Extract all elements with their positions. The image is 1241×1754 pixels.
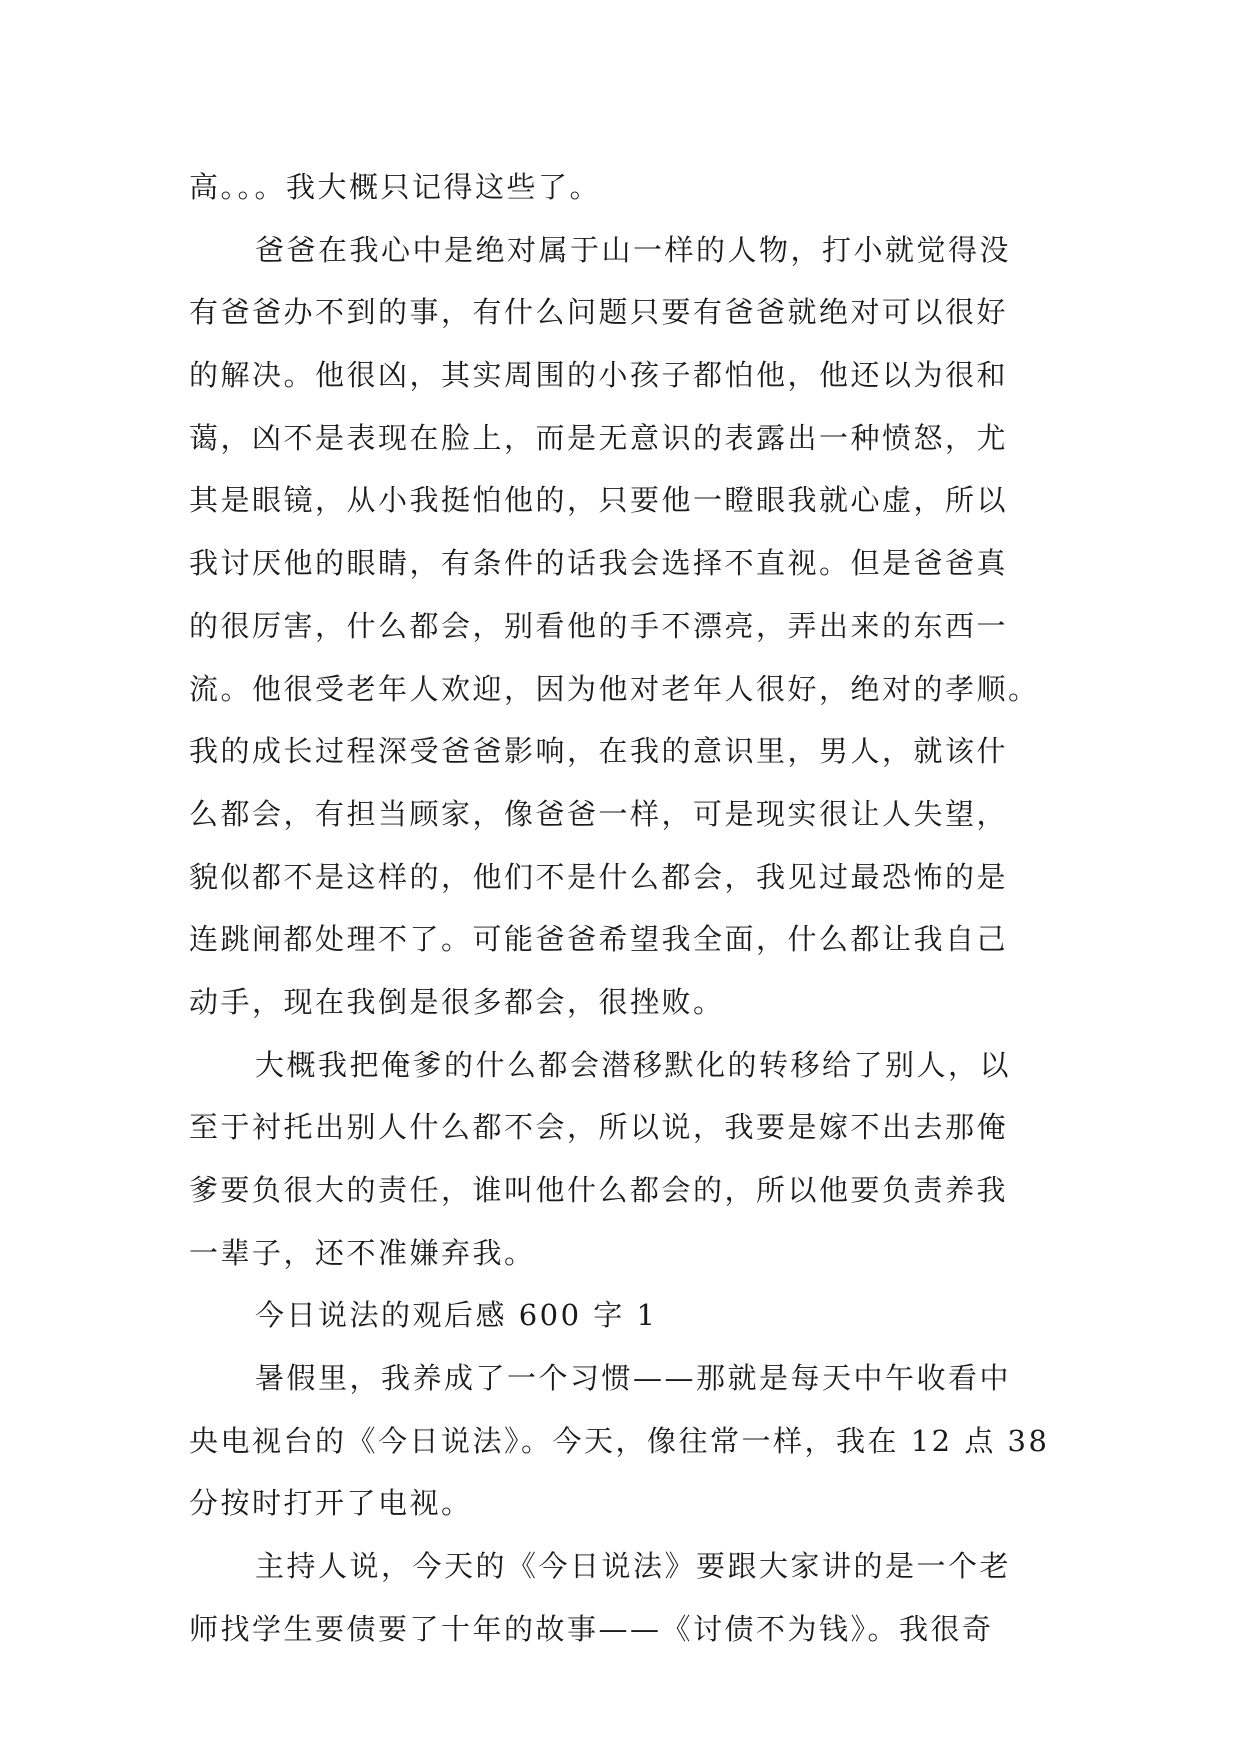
text-line: 分按时打开了电视。 (189, 1486, 473, 1521)
text-line: 暑假里，我养成了一个习惯——那就是每天中午收看中 (255, 1361, 1012, 1396)
text-line: 其是眼镜，从小我挺怕他的，只要他一瞪眼我就心虚，所以 (189, 483, 1009, 518)
text-line: 一辈子，还不准嫌弃我。 (189, 1235, 536, 1270)
text-line: 么都会，有担当顾家，像爸爸一样，可是现实很让人失望， (189, 796, 1009, 831)
text-line: 今日说法的观后感 600 字 1 (255, 1298, 658, 1333)
text-line: 蔼，凶不是表现在脸上，而是无意识的表露出一种愤怒，尤 (189, 420, 1009, 455)
text-line: 的解决。他很凶，其实周围的小孩子都怕他，他还以为很和 (189, 358, 1009, 393)
text-line: 爸爸在我心中是绝对属于山一样的人物，打小就觉得没 (255, 232, 1012, 267)
text-line: 连跳闸都处理不了。可能爸爸希望我全面，什么都让我自己 (189, 922, 1009, 957)
text-line: 高。。。我大概只记得这些了。 (189, 170, 602, 204)
text-line: 有爸爸办不到的事，有什么问题只要有爸爸就绝对可以很好 (189, 295, 1009, 330)
text-line: 央电视台的《今日说法》。今天，像往常一样，我在 12 点 38 (189, 1423, 1050, 1458)
text-line: 动手，现在我倒是很多都会，很挫败。 (189, 984, 725, 1019)
text-line: 爹要负很大的责任，谁叫他什么都会的，所以他要负责养我 (189, 1173, 1009, 1207)
text-line: 主持人说，今天的《今日说法》要跟大家讲的是一个老 (255, 1549, 1012, 1584)
text-line: 师找学生要债要了十年的故事——《讨债不为钱》。我很奇 (189, 1611, 994, 1646)
text-line: 我讨厌他的眼睛，有条件的话我会选择不直视。但是爸爸真 (189, 546, 1009, 581)
document-body (189, 156, 1059, 1661)
text-line: 貌似都不是这样的，他们不是什么都会，我见过最恐怖的是 (189, 859, 1009, 894)
text-line: 流。他很受老年人欢迎，因为他对老年人很好，绝对的孝顺。 (189, 671, 1040, 706)
text-line: 的很厉害，什么都会，别看他的手不漂亮，弄出来的东西一 (189, 608, 1009, 643)
text-line: 大概我把俺爹的什么都会潜移默化的转移给了别人，以 (255, 1047, 1012, 1082)
text-line: 我的成长过程深受爸爸影响，在我的意识里，男人，就该什 (189, 734, 1009, 769)
text-line: 至于衬托出别人什么都不会，所以说，我要是嫁不出去那俺 (189, 1110, 1009, 1145)
